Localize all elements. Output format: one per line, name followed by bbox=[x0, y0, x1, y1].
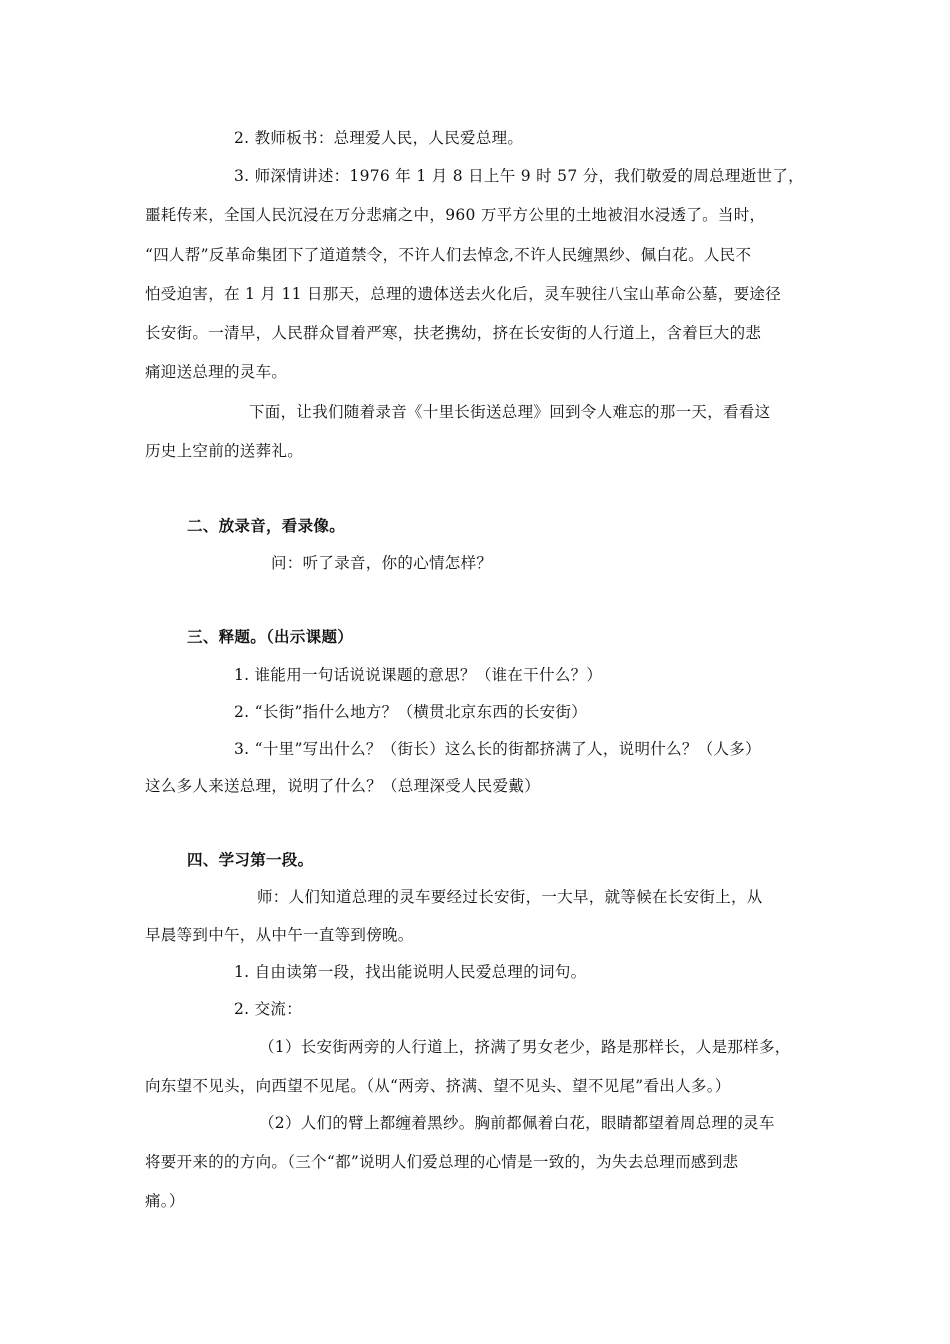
teacher-board-item: 2. 教师板书：总理爱人民，人民爱总理。 bbox=[234, 129, 524, 147]
discussion-point-1-cont: 向东望不见头，向西望不见尾。（从“两旁、挤满、望不见头、望不见尾”看出人多。） bbox=[145, 1077, 731, 1095]
discussion-point-1: （1）长安街两旁的人行道上，挤满了男女老少，路是那样长，人是那样多， bbox=[259, 1038, 791, 1056]
teacher-intro-line: 早晨等到中午，从中午一直等到傍晚。 bbox=[145, 926, 414, 944]
teacher-narration-line: “四人帮”反革命集团下了道道禁令，不许人们去悼念,不许人民缠黑纱、佩白花。人民不 bbox=[145, 246, 752, 264]
transition-paragraph-line: 下面，让我们随着录音《十里长街送总理》回到令人难忘的那一天，看看这 bbox=[249, 403, 771, 421]
explain-question-3: 3. “十里”写出什么？（街长）这么长的街都挤满了人，说明什么？（人多） bbox=[234, 740, 761, 758]
study-step-1: 1. 自由读第一段，找出能说明人民爱总理的词句。 bbox=[234, 963, 587, 981]
explain-question-3-cont: 这么多人来送总理，说明了什么？（总理深受人民爱戴） bbox=[145, 777, 541, 795]
study-step-2: 2. 交流： bbox=[234, 1000, 303, 1018]
transition-paragraph-line: 历史上空前的送葬礼。 bbox=[145, 442, 304, 460]
discussion-point-2-cont: 痛。） bbox=[145, 1192, 185, 1210]
teacher-narration-line: 痛迎送总理的灵车。 bbox=[145, 363, 288, 381]
discussion-point-2-cont: 将要开来的的方向。（三个“都”说明人们爱总理的心情是一致的，为失去总理而感到悲 bbox=[145, 1153, 739, 1171]
teacher-narration-line: 噩耗传来，全国人民沉浸在万分悲痛之中，960 万平方公里的土地被泪水浸透了。当时， bbox=[145, 206, 766, 224]
discussion-point-2: （2）人们的臂上都缠着黑纱。胸前都佩着白花，眼睛都望着周总理的灵车 bbox=[259, 1114, 775, 1132]
teacher-intro-line: 师：人们知道总理的灵车要经过长安街，一大早，就等候在长安街上，从 bbox=[257, 888, 763, 906]
section-heading-4: 四、学习第一段。 bbox=[187, 850, 314, 869]
explain-question-1: 1. 谁能用一句话说说课题的意思？（谁在干什么？） bbox=[234, 666, 603, 684]
explain-question-2: 2. “长街”指什么地方？（横贯北京东西的长安街） bbox=[234, 703, 588, 721]
teacher-narration-line: 长安街。一清早，人民群众冒着严寒，扶老携幼，挤在长安街的人行道上，含着巨大的悲 bbox=[145, 324, 762, 342]
question-line: 问：听了录音，你的心情怎样？ bbox=[271, 554, 493, 572]
section-heading-3: 三、释题。（出示课题） bbox=[187, 627, 354, 646]
teacher-narration-line: 3. 师深情讲述：1976 年 1 月 8 日上午 9 时 57 分，我们敬爱的周总理逝世了， bbox=[234, 167, 804, 185]
teacher-narration-line: 怕受迫害，在 1 月 11 日那天，总理的遗体送去火化后，灵车驶往八宝山革命公墓，要途径 bbox=[145, 285, 781, 303]
section-heading-2: 二、放录音，看录像。 bbox=[187, 516, 346, 535]
